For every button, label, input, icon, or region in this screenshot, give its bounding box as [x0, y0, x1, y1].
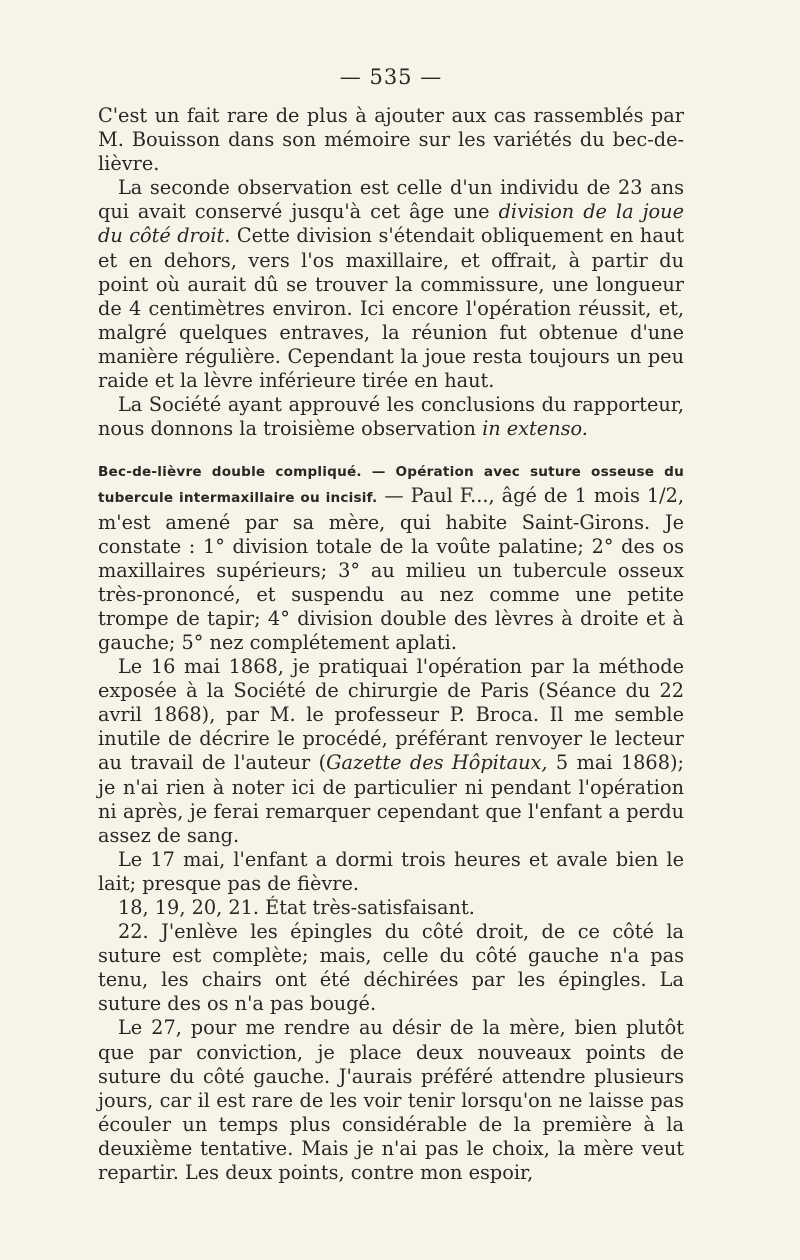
page-number: — 535 —: [339, 65, 443, 89]
paragraph-8: 22. J'enlève les épingles du côté droit, de ce côté la suture est complète; mais, celle du côté gauche n'a pas tenu, les chairs ont été déchirées par les épingles. La suture des os n'a pas bougé.: [98, 920, 684, 1016]
paragraph-5-italic: Gazette des Hôpitaux,: [326, 751, 548, 775]
paragraph-2-italic: division de la joue du côté droit.: [98, 200, 684, 248]
paragraph-1: C'est un fait rare de plus à ajouter aux cas rassemblés par M. Bouisson dans son mémoire sur les variétés du bec-de-lièvre.: [98, 104, 684, 176]
case-text: — Paul F..., âgé de 1 mois 1/2, m'est amené par sa mère, qui habite Saint-Girons. Je constate : 1° division totale de la voûte palatine; 2° des os maxillaires supérieurs; 3° au milieu un tubercule osseux très-prononcé, et suspendu au nez comme une petite trompe de tapir; 4° division double des lèvres à droite et à gauche; 5° nez complétement aplati.: [98, 484, 684, 654]
paragraph-2: [98, 176, 684, 393]
paragraph-6: Le 17 mai, l'enfant a dormi trois heures et avale bien le lait; presque pas de fièvre.: [98, 847, 684, 895]
case-observation: [98, 458, 684, 655]
section-gap: [98, 441, 684, 458]
paragraph-3-text-start: La Société ayant approuvé les conclusions du rapporteur, nous donnons la troisième observation: [98, 393, 684, 441]
paragraph-2-text-end: Cette division s'étendait obliquement en haut et en dehors, vers l'os maxillaire, et offrait, à partir du point où aurait dû se trouver la commissure, une longueur de 4 centimètres environ. Ici encore l'opération réussit, et, malgré quelques entraves, la réunion fut obtenue d'une manière régulière. Cependant la joue resta toujours un peu raide et la lèvre inférieure tirée en haut.: [98, 224, 684, 393]
paragraph-5-text-end: 5 mai 1868); je n'ai rien à noter ici de particulier ni pendant l'opération ni après, je ferai remarquer cependant que l'enfant a perdu assez de sang.: [98, 751, 684, 847]
page-body: [98, 62, 684, 1185]
paragraph-3-italic: in extenso.: [482, 417, 588, 441]
case-heading: Bec-de-lièvre double compliqué. — Opération avec suture osseuse du tubercule intermaxillaire ou incisif.: [98, 464, 684, 507]
paragraph-3: [98, 393, 684, 441]
paragraph-5-text-start: Le 16 mai 1868, je pratiquai l'opération par la méthode exposée à la Société de chirurgie de Paris (Séance du 22 avril 1868), par M. le professeur P. Broca. Il me semble inutile de décrire le procédé, préférant renvoyer le lecteur au travail de l'auteur (: [98, 655, 684, 775]
paragraph-5: [98, 655, 684, 848]
paragraph-7: 18, 19, 20, 21. État très-satisfaisant.: [118, 896, 475, 919]
paragraph-9: Le 27, pour me rendre au désir de la mère, bien plutôt que par conviction, je place deux nouveaux points de suture du côté gauche. J'aurais préféré attendre plusieurs jours, car il est rare de les voir tenir lorsqu'on ne laisse pas écouler un temps plus considérable de la première à la deuxième tentative. Mais je n'ai pas le choix, la mère veut repartir. Les deux points, contre mon espoir,: [98, 1016, 684, 1185]
paragraph-2-text-start: La seconde observation est celle d'un individu de 23 ans qui avait conservé jusqu'à cet âge une: [98, 176, 684, 224]
